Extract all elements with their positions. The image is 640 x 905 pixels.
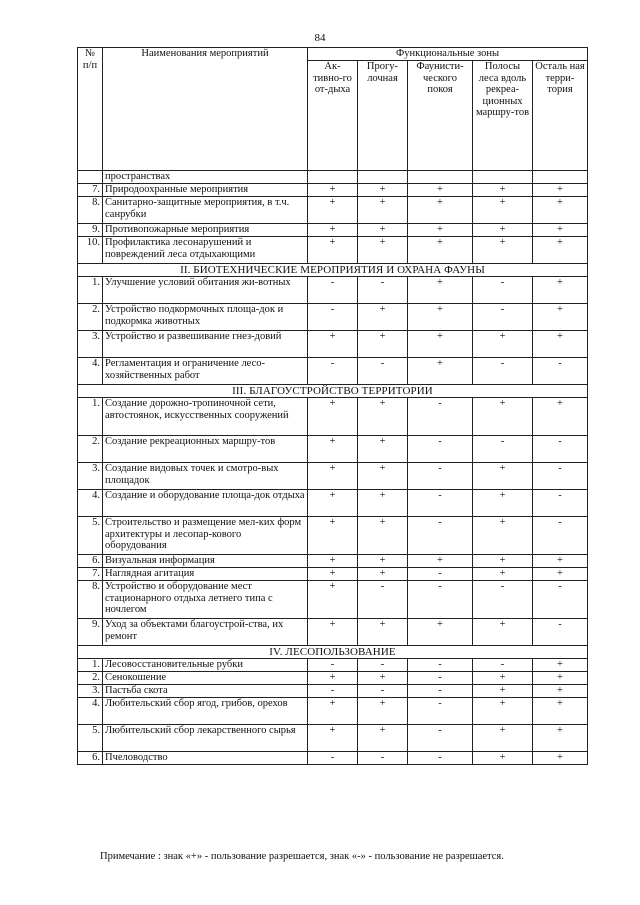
- activity-name: Сенокошение: [103, 672, 308, 685]
- permission-mark: -: [408, 659, 473, 672]
- permission-mark: +: [358, 725, 408, 752]
- permission-mark: -: [358, 752, 408, 765]
- table-row: [78, 463, 588, 490]
- permission-mark: -: [308, 304, 358, 331]
- table-row: [78, 398, 588, 436]
- activity-name: Лесовосстановительные рубки: [103, 659, 308, 672]
- permission-mark: +: [473, 331, 533, 358]
- permission-mark: +: [473, 463, 533, 490]
- activity-name: Профилактика лесонарушений и повреждений леса отдыхающими: [103, 237, 308, 264]
- row-number: 3.: [78, 685, 103, 698]
- permission-mark: +: [473, 197, 533, 224]
- permission-mark: -: [408, 436, 473, 463]
- activity-name: Наглядная агитация: [103, 568, 308, 581]
- permission-mark: +: [308, 568, 358, 581]
- row-number: 6.: [78, 555, 103, 568]
- permission-mark: -: [533, 581, 588, 619]
- permission-mark: +: [358, 555, 408, 568]
- permission-mark: +: [473, 184, 533, 197]
- activity-name: Любительский сбор ягод, грибов, орехов: [103, 698, 308, 725]
- header-name: Наименования мероприятий: [103, 48, 308, 171]
- permission-mark: +: [308, 581, 358, 619]
- permission-mark: -: [408, 517, 473, 555]
- permission-mark: +: [358, 517, 408, 555]
- permission-mark: +: [473, 224, 533, 237]
- permission-mark: -: [308, 752, 358, 765]
- permission-mark: +: [533, 555, 588, 568]
- permission-mark: +: [358, 197, 408, 224]
- permission-mark: -: [408, 698, 473, 725]
- permission-mark: +: [308, 224, 358, 237]
- permission-mark: +: [473, 517, 533, 555]
- section-header: [78, 385, 588, 398]
- permission-mark: +: [308, 725, 358, 752]
- permission-mark: -: [308, 358, 358, 385]
- permission-mark: +: [358, 619, 408, 646]
- table-row: [78, 685, 588, 698]
- table-row: [78, 304, 588, 331]
- activity-name: Устройство подкормочных площа-док и подкормка животных: [103, 304, 308, 331]
- permission-mark: +: [533, 224, 588, 237]
- table-row: [78, 659, 588, 672]
- permission-mark: +: [358, 463, 408, 490]
- permission-mark: +: [358, 224, 408, 237]
- activity-name: Любительский сбор лекарственного сырья: [103, 725, 308, 752]
- row-number: 4.: [78, 358, 103, 385]
- permission-mark: +: [533, 685, 588, 698]
- permission-mark: -: [533, 619, 588, 646]
- table-row: [78, 237, 588, 264]
- permission-mark: [473, 171, 533, 184]
- permission-mark: +: [533, 725, 588, 752]
- permission-mark: +: [473, 698, 533, 725]
- functional-zones-table: [77, 47, 588, 765]
- activity-name: Создание дорожно-тропиночной сети, автостоянок, искусственных сооружений: [103, 398, 308, 436]
- header-zone-fauna-rest: Фаунисти-ческого покоя: [408, 61, 473, 171]
- permission-mark: +: [408, 277, 473, 304]
- permission-mark: +: [473, 568, 533, 581]
- permission-mark: +: [473, 752, 533, 765]
- permission-mark: +: [308, 619, 358, 646]
- section-title: II. БИОТЕХНИЧЕСКИЕ МЕРОПРИЯТИЯ И ОХРАНА ФАУНЫ: [78, 264, 588, 277]
- activity-name: Противопожарные мероприятия: [103, 224, 308, 237]
- permission-mark: +: [473, 555, 533, 568]
- table-row: [78, 331, 588, 358]
- permission-mark: -: [308, 277, 358, 304]
- table-row: [78, 698, 588, 725]
- permission-mark: +: [533, 184, 588, 197]
- permission-mark: +: [308, 184, 358, 197]
- row-number: 2.: [78, 304, 103, 331]
- permission-mark: +: [473, 725, 533, 752]
- row-number: 9.: [78, 619, 103, 646]
- table-row: [78, 197, 588, 224]
- permission-mark: +: [533, 197, 588, 224]
- section-header: [78, 646, 588, 659]
- permission-mark: -: [408, 752, 473, 765]
- activity-name: Визуальная информация: [103, 555, 308, 568]
- permission-mark: +: [358, 490, 408, 517]
- permission-mark: +: [533, 398, 588, 436]
- permission-mark: +: [308, 436, 358, 463]
- table-row: [78, 581, 588, 619]
- row-number: 3.: [78, 331, 103, 358]
- permission-mark: +: [358, 237, 408, 264]
- row-number: 1.: [78, 659, 103, 672]
- permission-mark: +: [408, 358, 473, 385]
- table-row: [78, 725, 588, 752]
- row-number: 10.: [78, 237, 103, 264]
- permission-mark: -: [533, 436, 588, 463]
- permission-mark: +: [533, 698, 588, 725]
- permission-mark: +: [358, 436, 408, 463]
- permission-mark: -: [408, 581, 473, 619]
- permission-mark: -: [473, 277, 533, 304]
- permission-mark: +: [473, 685, 533, 698]
- permission-mark: +: [358, 304, 408, 331]
- permission-mark: +: [473, 672, 533, 685]
- footnote: Примечание : знак «+» - пользование разрешается, знак «-» - пользование не разрешается.: [100, 851, 504, 862]
- permission-mark: +: [358, 331, 408, 358]
- permission-mark: +: [408, 304, 473, 331]
- permission-mark: +: [533, 331, 588, 358]
- permission-mark: +: [308, 237, 358, 264]
- permission-mark: -: [533, 463, 588, 490]
- activity-name: Пчеловодство: [103, 752, 308, 765]
- table-row: [78, 672, 588, 685]
- permission-mark: [358, 171, 408, 184]
- activity-name: Санитарно-защитные мероприятия, в т.ч. санрубки: [103, 197, 308, 224]
- permission-mark: -: [533, 490, 588, 517]
- permission-mark: -: [308, 659, 358, 672]
- activity-name: Улучшение условий обитания жи-вотных: [103, 277, 308, 304]
- permission-mark: -: [358, 685, 408, 698]
- row-number: 2.: [78, 436, 103, 463]
- permission-mark: +: [533, 277, 588, 304]
- activity-name: Создание рекреационных маршру-тов: [103, 436, 308, 463]
- row-number: 4.: [78, 490, 103, 517]
- permission-mark: -: [408, 685, 473, 698]
- permission-mark: +: [473, 237, 533, 264]
- permission-mark: +: [408, 224, 473, 237]
- permission-mark: +: [473, 619, 533, 646]
- permission-mark: +: [308, 463, 358, 490]
- row-number: 9.: [78, 224, 103, 237]
- activity-name: Пастьба скота: [103, 685, 308, 698]
- permission-mark: +: [358, 672, 408, 685]
- permission-mark: +: [473, 490, 533, 517]
- permission-mark: -: [358, 581, 408, 619]
- permission-mark: [308, 171, 358, 184]
- row-number: 4.: [78, 698, 103, 725]
- row-number: 7.: [78, 184, 103, 197]
- permission-mark: +: [533, 752, 588, 765]
- row-number: 1.: [78, 277, 103, 304]
- row-number: 5.: [78, 517, 103, 555]
- permission-mark: +: [358, 698, 408, 725]
- table-row: [78, 490, 588, 517]
- permission-mark: +: [358, 184, 408, 197]
- permission-mark: +: [358, 398, 408, 436]
- permission-mark: +: [533, 568, 588, 581]
- activity-name: Строительство и размещение мел-ких форм архитектуры и лесопар-кового оборудования: [103, 517, 308, 555]
- permission-mark: +: [408, 555, 473, 568]
- row-number: 7.: [78, 568, 103, 581]
- activity-name: Создание и оборудование площа-док отдыха: [103, 490, 308, 517]
- permission-mark: +: [308, 517, 358, 555]
- row-number: 8.: [78, 581, 103, 619]
- row-number: 1.: [78, 398, 103, 436]
- permission-mark: +: [308, 331, 358, 358]
- permission-mark: [408, 171, 473, 184]
- table-row: [78, 619, 588, 646]
- permission-mark: +: [408, 237, 473, 264]
- table-row: [78, 277, 588, 304]
- header-zone-other: Осталь ная терри-тория: [533, 61, 588, 171]
- permission-mark: -: [408, 672, 473, 685]
- table-row: [78, 171, 588, 184]
- table-row: [78, 184, 588, 197]
- permission-mark: +: [533, 672, 588, 685]
- permission-mark: +: [408, 184, 473, 197]
- table-row: [78, 358, 588, 385]
- row-number: 5.: [78, 725, 103, 752]
- activity-name: Регламентация и ограничение лесо-хозяйственных работ: [103, 358, 308, 385]
- activity-name: пространствах: [103, 171, 308, 184]
- activity-name: Устройство и оборудование мест стационарного отдыха летнего типа с ночлегом: [103, 581, 308, 619]
- header-zone-forest-strips: Полосы леса вдоль рекреа-ционных маршру-тов: [473, 61, 533, 171]
- header-zone-walking: Прогу-лочная: [358, 61, 408, 171]
- row-number: [78, 171, 103, 184]
- permission-mark: [533, 171, 588, 184]
- section-header: [78, 264, 588, 277]
- permission-mark: -: [473, 358, 533, 385]
- table-row: [78, 436, 588, 463]
- permission-mark: +: [533, 237, 588, 264]
- table-row: [78, 555, 588, 568]
- activity-name: Устройство и развешивание гнез-довий: [103, 331, 308, 358]
- header-zone-active: Ак-тивно-го от-дыха: [308, 61, 358, 171]
- permission-mark: -: [308, 685, 358, 698]
- permission-mark: -: [533, 517, 588, 555]
- permission-mark: -: [358, 358, 408, 385]
- permission-mark: +: [533, 304, 588, 331]
- permission-mark: -: [533, 358, 588, 385]
- table-row: [78, 224, 588, 237]
- table-row: [78, 568, 588, 581]
- permission-mark: +: [358, 568, 408, 581]
- section-title: IV. ЛЕСОПОЛЬЗОВАНИЕ: [78, 646, 588, 659]
- permission-mark: -: [473, 659, 533, 672]
- page-number: 84: [314, 32, 326, 44]
- permission-mark: +: [533, 659, 588, 672]
- permission-mark: -: [408, 463, 473, 490]
- permission-mark: +: [308, 672, 358, 685]
- row-number: 6.: [78, 752, 103, 765]
- table-row: [78, 517, 588, 555]
- permission-mark: -: [358, 277, 408, 304]
- permission-mark: -: [408, 568, 473, 581]
- permission-mark: -: [408, 398, 473, 436]
- header-num: № п/п: [78, 48, 103, 171]
- permission-mark: -: [358, 659, 408, 672]
- row-number: 2.: [78, 672, 103, 685]
- permission-mark: +: [308, 555, 358, 568]
- section-title: III. БЛАГОУСТРОЙСТВО ТЕРРИТОРИИ: [78, 385, 588, 398]
- permission-mark: +: [408, 197, 473, 224]
- permission-mark: +: [408, 619, 473, 646]
- permission-mark: -: [473, 581, 533, 619]
- row-number: 3.: [78, 463, 103, 490]
- permission-mark: +: [408, 331, 473, 358]
- permission-mark: +: [473, 398, 533, 436]
- permission-mark: -: [473, 436, 533, 463]
- permission-mark: -: [473, 304, 533, 331]
- permission-mark: +: [308, 398, 358, 436]
- permission-mark: -: [408, 725, 473, 752]
- activity-name: Создание видовых точек и смотро-вых площадок: [103, 463, 308, 490]
- activity-name: Природоохранные мероприятия: [103, 184, 308, 197]
- table-row: [78, 752, 588, 765]
- permission-mark: +: [308, 490, 358, 517]
- row-number: 8.: [78, 197, 103, 224]
- permission-mark: +: [308, 197, 358, 224]
- permission-mark: -: [408, 490, 473, 517]
- header-zones-title: Функциональные зоны: [308, 48, 588, 61]
- activity-name: Уход за объектами благоустрой-ства, их ремонт: [103, 619, 308, 646]
- permission-mark: +: [308, 698, 358, 725]
